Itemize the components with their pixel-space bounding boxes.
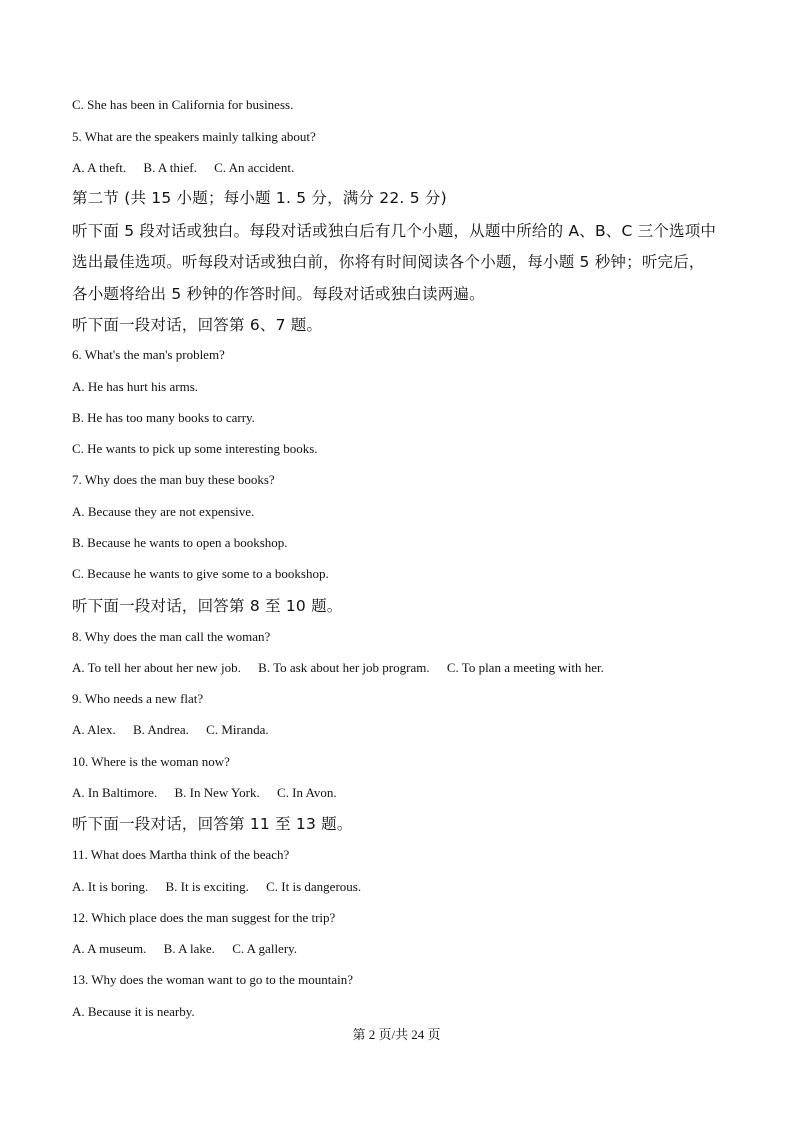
q9-option-c: C. Miranda. <box>206 722 269 737</box>
q9-stem: 9. Who needs a new flat? <box>72 691 204 706</box>
q11-stem: 11. What does Martha think of the beach? <box>72 847 290 862</box>
section2-heading: 第二节 (共 15 小题；每小题 1. 5 分，满分 22. 5 分) <box>72 189 447 207</box>
q4-option-c: C. She has been in California for business. <box>72 97 294 112</box>
q13-stem: 13. Why does the woman want to go to the mountain? <box>72 972 354 987</box>
q6-option-a: A. He has hurt his arms. <box>72 379 199 394</box>
q10-option-b: B. In New York. <box>174 785 260 800</box>
group2-prompt: 听下面一段对话，回答第 8 至 10 题。 <box>72 597 343 615</box>
q8-option-c: C. To plan a meeting with her. <box>446 660 604 675</box>
q12-options <box>72 941 311 957</box>
q5-option-a: A. A theft. <box>72 160 127 175</box>
q10-options <box>72 785 351 801</box>
q9-options <box>72 722 283 738</box>
q11-options <box>72 879 375 895</box>
q8-option-b: B. To ask about her job program. <box>258 660 430 675</box>
q11-option-a: A. It is boring. <box>72 879 149 894</box>
q6-stem: 6. What's the man's problem? <box>72 347 225 362</box>
section2-instruction-line: 听下面 5 段对话或独白。每段对话或独白后有几个小题，从题中所给的 A、B、C 三个选项中 <box>72 222 717 240</box>
section2-instruction-line: 选出最佳选项。听每段对话或独白前，你将有时间阅读各个小题，每小题 5 秒钟；听完后， <box>72 253 705 271</box>
q13-option-a: A. Because it is nearby. <box>72 1004 195 1019</box>
q5-option-c: C. An accident. <box>214 160 295 175</box>
q7-option-a: A. Because they are not expensive. <box>72 504 255 519</box>
q6-option-c: C. He wants to pick up some interesting books. <box>72 441 318 456</box>
q7-option-b: B. Because he wants to open a bookshop. <box>72 535 288 550</box>
q8-stem: 8. Why does the man call the woman? <box>72 629 271 644</box>
q12-option-b: B. A lake. <box>163 941 215 956</box>
q12-stem: 12. Which place does the man suggest for the trip? <box>72 910 336 925</box>
group1-prompt: 听下面一段对话，回答第 6、7 题。 <box>72 316 323 334</box>
q8-option-a: A. To tell her about her new job. <box>72 660 241 675</box>
q10-stem: 10. Where is the woman now? <box>72 754 230 769</box>
group3-prompt: 听下面一段对话，回答第 11 至 13 题。 <box>72 815 353 833</box>
q9-option-a: A. Alex. <box>72 722 116 737</box>
q5-options <box>72 160 308 176</box>
q5-stem: 5. What are the speakers mainly talking about? <box>72 129 316 144</box>
q10-option-a: A. In Baltimore. <box>72 785 158 800</box>
page-number: 第 2 页/共 24 页 <box>352 1027 441 1042</box>
q9-option-b: B. Andrea. <box>132 722 189 737</box>
q7-stem: 7. Why does the man buy these books? <box>72 472 275 487</box>
q5-option-b: B. A thief. <box>143 160 197 175</box>
q11-option-c: C. It is dangerous. <box>266 879 362 894</box>
q7-option-c: C. Because he wants to give some to a bookshop. <box>72 566 329 581</box>
q12-option-c: C. A gallery. <box>232 941 298 956</box>
q11-option-b: B. It is exciting. <box>165 879 249 894</box>
q10-option-c: C. In Avon. <box>276 785 337 800</box>
q12-option-a: A. A museum. <box>72 941 147 956</box>
section2-instruction-line: 各小题将给出 5 秒钟的作答时间。每段对话或独白读两遍。 <box>72 285 485 303</box>
q8-options <box>72 660 618 676</box>
q6-option-b: B. He has too many books to carry. <box>72 410 255 425</box>
